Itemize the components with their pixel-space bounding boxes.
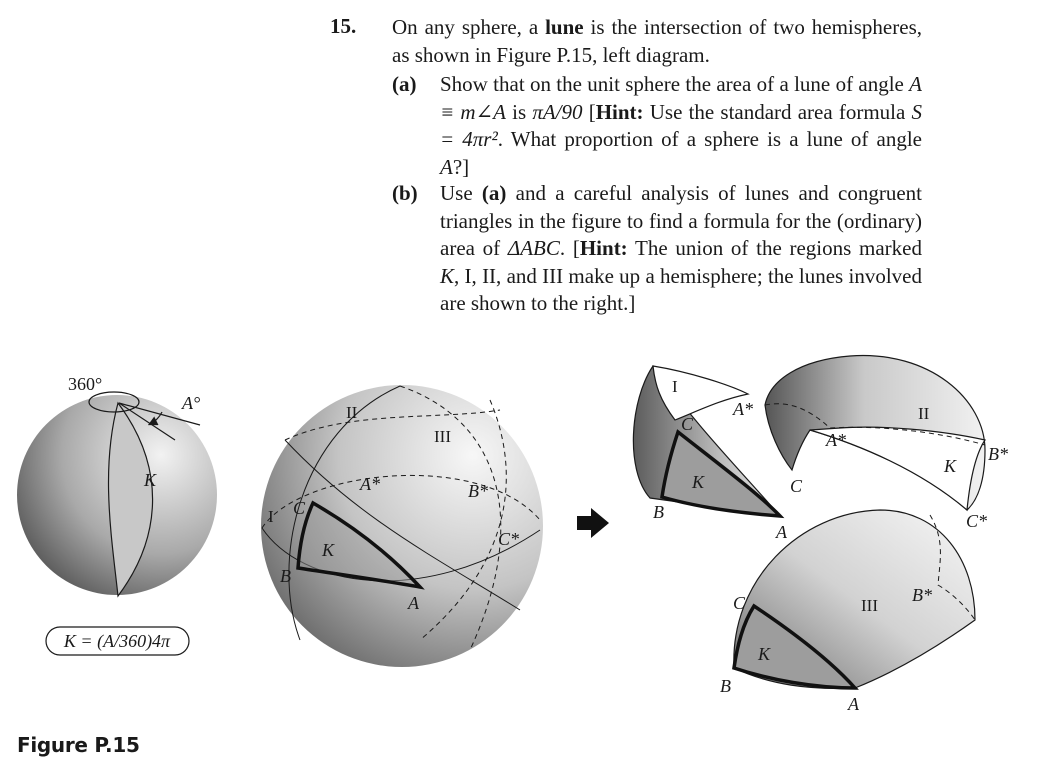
part-b-label: (b) <box>392 181 418 205</box>
r1-point-b: B <box>653 502 664 522</box>
mid-point-c-star: C* <box>498 529 520 549</box>
r2-point-a-star: A* <box>826 430 846 450</box>
r3-point-b-star: B* <box>912 585 932 605</box>
mid-point-b: B <box>280 566 291 586</box>
r2-point-c-star: C* <box>966 511 988 531</box>
r2-region-k: K <box>944 456 957 476</box>
mid-region-iii: III <box>434 427 451 446</box>
mid-region-ii: II <box>346 403 358 422</box>
lune-sphere-diagram <box>17 374 217 655</box>
r3-region-k: K <box>758 644 771 664</box>
r2-point-c: C <box>790 476 803 496</box>
lune-ii-piece <box>765 356 1008 531</box>
r1-region-i: I <box>672 377 678 396</box>
mid-region-k: K <box>322 540 335 560</box>
part-a-label: (a) <box>392 72 417 96</box>
lune-area-formula: K = (A/360)4π <box>63 631 171 651</box>
term-lune: lune <box>545 15 584 39</box>
mid-point-c: C <box>293 498 306 518</box>
r1-point-c: C <box>681 414 694 434</box>
lune-iii-piece <box>720 510 975 714</box>
r3-point-c: C <box>733 593 746 613</box>
angle-a-label: A° <box>182 393 201 413</box>
region-k-label: K <box>144 470 157 490</box>
part-b-text: Use (a) and a careful analysis of lunes and congruent triangles in the figure to find a formula for the (ordinary) area of ΔABC. [Hint: The union of the regions marked K, I, II, and III make up a hemisphere; the lunes involved are shown to the right.] <box>440 181 923 315</box>
mid-point-a-star: A* <box>360 474 380 494</box>
mid-point-b-star: B* <box>468 481 488 501</box>
mid-region-i: I <box>268 507 274 526</box>
r2-point-b-star: B* <box>988 444 1008 464</box>
transform-arrow-icon <box>577 508 609 538</box>
r1-point-a: A <box>776 522 787 542</box>
full-angle-label: 360° <box>68 374 103 394</box>
problem-intro: On any sphere, a lune is the intersection of two hemispheres, as shown in Figure P.15, left diagram. <box>392 15 922 67</box>
r3-point-a: A <box>848 694 859 714</box>
spherical-triangle-diagram <box>261 385 543 667</box>
part-a-text: Show that on the unit sphere the area of a lune of angle A ≡ m∠A is πA/90 [Hint: Use the standard area formula S = 4πr². What proportion of a sphere is a lune of angle A?] <box>440 72 923 179</box>
mid-point-a: A <box>408 593 419 613</box>
r1-point-a-star: A* <box>733 399 753 419</box>
r1-region-k: K <box>692 472 705 492</box>
r3-region-iii: III <box>861 596 878 615</box>
lune-i-piece <box>633 366 788 542</box>
r3-point-b: B <box>720 676 731 696</box>
r2-region-ii: II <box>918 404 930 423</box>
problem-number: 15. <box>330 14 357 38</box>
figure-caption: Figure P.15 <box>17 733 140 757</box>
